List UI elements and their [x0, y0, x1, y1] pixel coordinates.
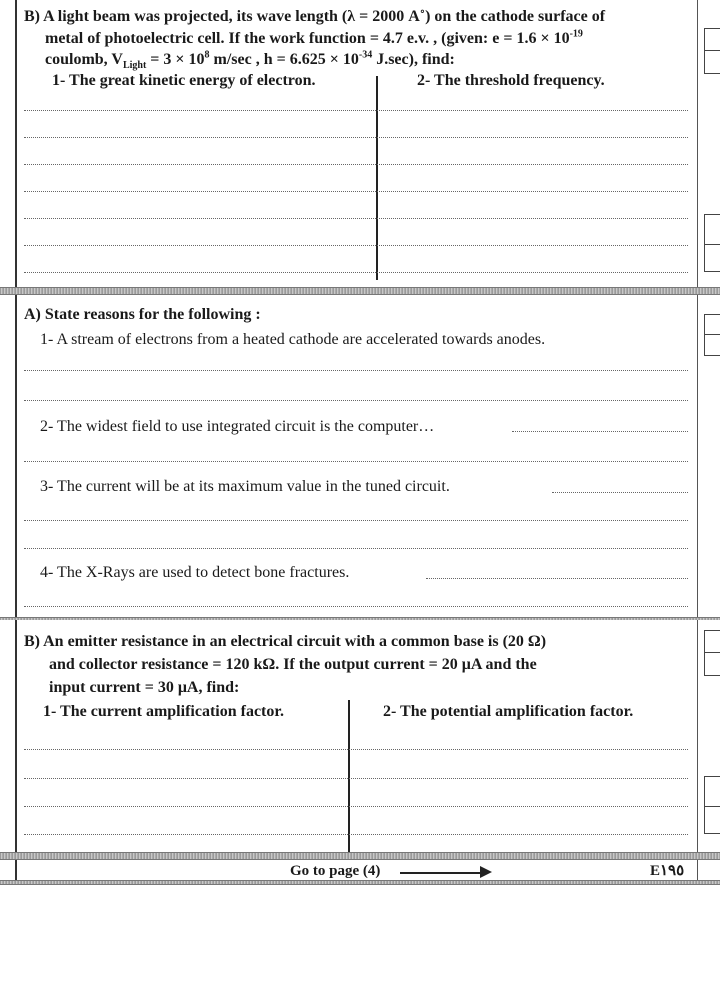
reason-item-2: 2- The widest field to use integrated circuit is the computer… [40, 418, 435, 435]
question-b1-line3: coulomb, $V_{Light} = 3 \times 10^8$ m/sec , $h = 6.625 \times 10^{-34}$ J.sec), find: [45, 49, 455, 72]
score-box [704, 314, 720, 356]
question-b2-req1: 1- The current amplification factor. [43, 703, 285, 720]
footer-rule [0, 880, 720, 885]
answer-line[interactable] [24, 191, 688, 192]
answer-line[interactable] [24, 749, 688, 750]
question-b1-req1: 1- The great kinetic energy of electron. [52, 72, 316, 89]
answer-line[interactable] [24, 520, 688, 521]
question-b1-req2: 2- The threshold frequency. [417, 72, 605, 89]
score-box [704, 28, 720, 74]
answer-line[interactable] [24, 110, 688, 111]
section-separator [0, 852, 720, 860]
section-separator [0, 617, 720, 620]
arrow-right-icon [400, 872, 484, 874]
answer-line[interactable] [24, 806, 688, 807]
answer-column-divider [348, 700, 350, 852]
answer-line[interactable] [24, 461, 688, 462]
answer-line[interactable] [24, 272, 688, 273]
score-box [704, 630, 720, 676]
score-box-divider [704, 806, 720, 807]
page-frame-right [697, 0, 698, 885]
question-b2-line3: input current = 30 μA, find: [49, 679, 240, 696]
answer-column-divider [376, 76, 378, 280]
answer-line[interactable] [552, 492, 688, 493]
question-b2-line1: B) An emitter resistance in an electrical circuit with a common base is (20 Ω) [24, 633, 547, 650]
answer-line[interactable] [24, 245, 688, 246]
question-b1-line2: metal of photoelectric cell. If the work function = 4.7 e.v. , (given: $e = 1.6 \times 10^{-19}$ [45, 28, 583, 47]
answer-line[interactable] [24, 137, 688, 138]
reason-item-1: 1- A stream of electrons from a heated cathode are accelerated towards anodes. [40, 331, 546, 348]
answer-line[interactable] [24, 778, 688, 779]
answer-line[interactable] [512, 431, 688, 432]
answer-line[interactable] [24, 606, 688, 607]
score-box-divider [704, 334, 720, 335]
section-a-title: A) State reasons for the following : [24, 306, 261, 323]
answer-line[interactable] [426, 578, 688, 579]
answer-line[interactable] [24, 370, 688, 371]
answer-line[interactable] [24, 548, 688, 549]
arrow-head-icon [480, 866, 492, 878]
reason-item-3: 3- The current will be at its maximum value in the tuned circuit. [40, 478, 450, 495]
go-to-page-label[interactable]: Go to page (4) [290, 863, 381, 879]
answer-line[interactable] [24, 400, 688, 401]
answer-line[interactable] [24, 218, 688, 219]
page-code: E١٩٥ [650, 863, 685, 879]
page-frame-left [15, 0, 17, 885]
reason-item-4: 4- The X-Rays are used to detect bone fractures. [40, 564, 350, 581]
answer-line[interactable] [24, 834, 688, 835]
question-b2-line2: and collector resistance = 120 kΩ. If the output current = 20 μA and the [49, 656, 537, 673]
question-b2-req2: 2- The potential amplification factor. [383, 703, 634, 720]
answer-line[interactable] [24, 164, 688, 165]
score-box-divider [704, 244, 720, 245]
score-box [704, 776, 720, 834]
score-box [704, 214, 720, 272]
score-box-divider [704, 652, 720, 653]
section-separator [0, 287, 720, 295]
score-box-divider [704, 50, 720, 51]
question-b1-line1: B) A light beam was projected, its wave length (λ = 2000 A˚) on the cathode surface of [24, 8, 606, 25]
